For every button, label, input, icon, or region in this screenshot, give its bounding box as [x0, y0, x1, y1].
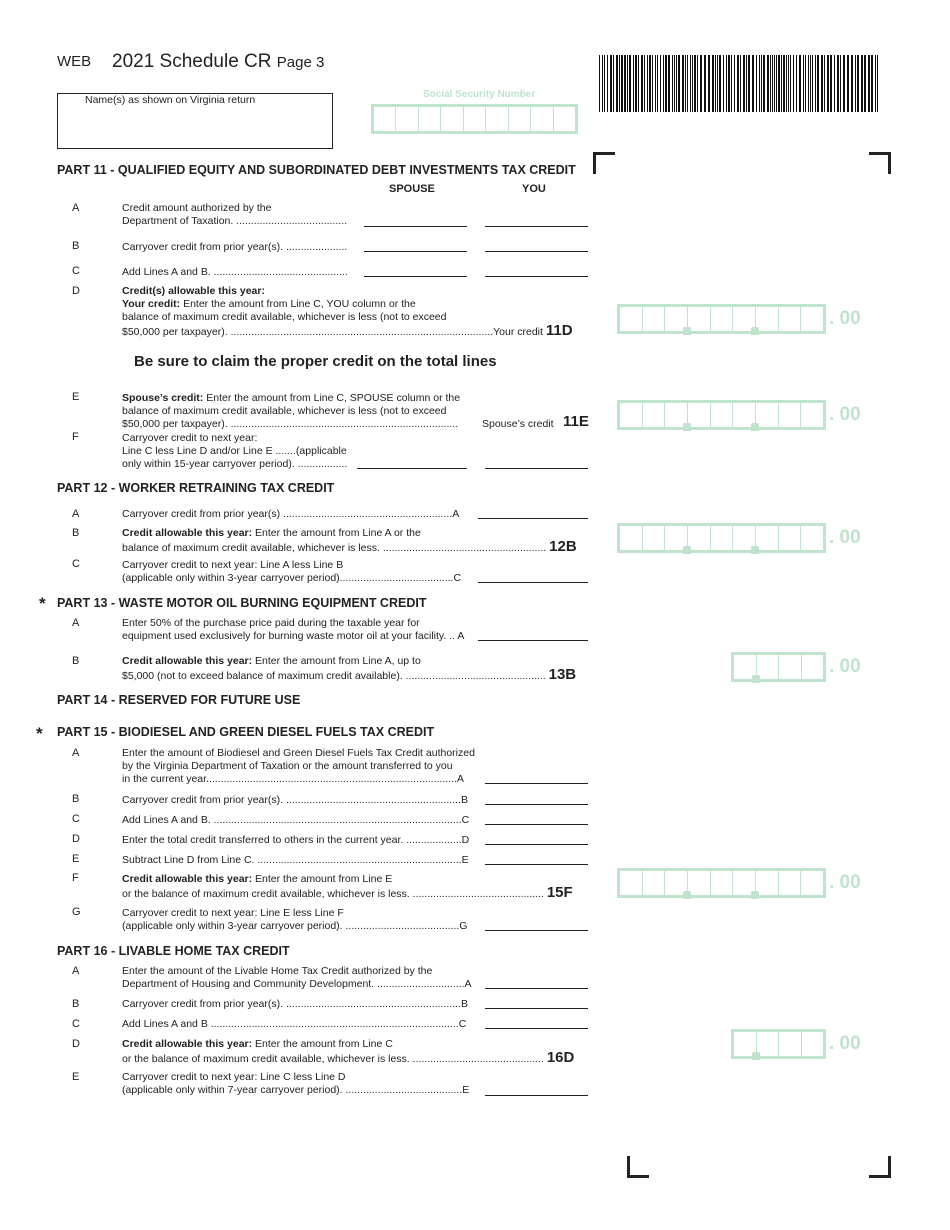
line-11b-you-field[interactable]	[485, 251, 588, 252]
line-15f-amount-box[interactable]	[617, 868, 826, 898]
form-id-web: WEB	[57, 53, 92, 70]
spouse-credit-label: Spouse’s credit	[482, 418, 554, 430]
line-12c-field[interactable]	[478, 582, 588, 583]
line-11d-text: Credit(s) allowable this year: Your credit: Enter the amount from Line C, YOU column or the balance of maximum credit available, whichever is less (not to exceed $50,000 per taxpayer). ..........................................................................................Your credit 11D	[122, 285, 573, 339]
line-11e-text: Spouse’s credit: Enter the amount from Line C, SPOUSE column or the balance of maximum credit available, whichever is less (not to exceed $50,000 per taxpayer). ..............................................................................	[122, 392, 461, 430]
line-16d-cents: . 00	[829, 1033, 861, 1054]
line-letter: A	[72, 965, 80, 977]
line-letter: F	[72, 872, 79, 884]
line-11c-spouse-field[interactable]	[364, 276, 467, 277]
line-letter: G	[72, 906, 81, 918]
line-15a-field[interactable]	[485, 783, 588, 784]
line-16d-number: 16D	[546, 1049, 575, 1066]
name-field[interactable]	[57, 93, 333, 149]
line-12b-number: 12B	[549, 538, 577, 555]
col-spouse: SPOUSE	[389, 183, 435, 195]
line-16e-text: Carryover credit to next year: Line C less Line D (applicable only within 7-year carryover period). ........................................E	[122, 1071, 470, 1096]
form-title-text: 2021 Schedule CR	[112, 51, 272, 72]
line-15g-field[interactable]	[485, 930, 588, 931]
line-11e-amount-box[interactable]	[617, 400, 826, 430]
line-letter: C	[72, 1018, 80, 1030]
line-13b-cents: . 00	[829, 656, 861, 677]
line-16d-text: Credit allowable this year: Enter the amount from Line C or the balance of maximum credit available, whichever is less. ............................................. 16D	[122, 1038, 575, 1066]
line-13b-amount-box[interactable]	[731, 652, 826, 682]
line-15d-text: Enter the total credit transferred to others in the current year. ...................D	[122, 834, 470, 846]
barcode-image	[599, 55, 881, 112]
line-letter: D	[72, 833, 80, 845]
line-11e-number: 11E	[563, 413, 589, 430]
part11-title: PART 11 - QUALIFIED EQUITY AND SUBORDINATED DEBT INVESTMENTS TAX CREDIT	[57, 163, 576, 177]
line-15f-cents: . 00	[829, 872, 861, 893]
line-15e-text: Subtract Line D from Line C. ......................................................................E	[122, 854, 469, 866]
total-lines-note: Be sure to claim the proper credit on the total lines	[134, 353, 497, 370]
line-letter: E	[72, 391, 80, 403]
line-letter: A	[72, 747, 80, 759]
line-12b-amount-box[interactable]	[617, 523, 826, 553]
line-letter: B	[72, 527, 80, 539]
line-16c-text: Add Lines A and B .....................................................................................C	[122, 1018, 467, 1030]
line-12a-text: Carryover credit from prior year(s) ..........................................................A	[122, 508, 460, 520]
line-15b-field[interactable]	[485, 804, 588, 805]
corner-mark	[627, 1156, 649, 1178]
line-15g-text: Carryover credit to next year: Line E less Line F (applicable only within 3-year carryover period). .......................................G	[122, 907, 468, 932]
line-letter: A	[72, 508, 80, 520]
part12-title: PART 12 - WORKER RETRAINING TAX CREDIT	[57, 481, 335, 495]
line-letter: A	[72, 617, 80, 629]
line-13b-text: Credit allowable this year: Enter the amount from Line A, up to $5,000 (not to exceed balance of maximum credit available). ................................................ 13B	[122, 655, 577, 683]
line-15d-field[interactable]	[485, 844, 588, 845]
line-letter: A	[72, 202, 80, 214]
line-letter: C	[72, 558, 80, 570]
part15-star: *	[36, 724, 43, 743]
line-11d-cents: . 00	[829, 308, 861, 329]
line-16e-field[interactable]	[485, 1095, 588, 1096]
line-15f-text: Credit allowable this year: Enter the amount from Line E or the balance of maximum credit available, whichever is less. ............................................. 15F	[122, 873, 573, 901]
line-11a-text: Credit amount authorized by the Department of Taxation. ......................................	[122, 202, 348, 227]
line-11f-spouse-field[interactable]	[357, 468, 467, 469]
line-letter: C	[72, 813, 80, 825]
form-title	[112, 51, 324, 73]
line-letter: C	[72, 265, 80, 277]
line-16d-amount-box[interactable]	[731, 1029, 826, 1059]
line-11a-you-field[interactable]	[485, 226, 588, 227]
line-11b-spouse-field[interactable]	[364, 251, 467, 252]
line-15c-field[interactable]	[485, 824, 588, 825]
line-12a-field[interactable]	[478, 518, 588, 519]
line-12c-text: Carryover credit to next year: Line A less Line B (applicable only within 3-year carryover period).......................................C	[122, 559, 462, 584]
line-letter: B	[72, 998, 80, 1010]
part13-star: *	[39, 594, 46, 613]
line-letter: B	[72, 793, 80, 805]
line-13a-text: Enter 50% of the purchase price paid during the taxable year for equipment used exclusively for burning waste motor oil at your facility. .. A	[122, 617, 465, 642]
line-16c-field[interactable]	[485, 1028, 588, 1029]
line-11c-text: Add Lines A and B. ..............................................	[122, 266, 348, 278]
line-letter: E	[72, 853, 80, 865]
line-letter: B	[72, 240, 80, 252]
line-15c-text: Add Lines A and B. .....................................................................................C	[122, 814, 470, 826]
line-12b-text: Credit allowable this year: Enter the amount from Line A or the balance of maximum credit available, whichever is less. ........................................................ 12B	[122, 527, 577, 555]
line-11d-number: 11D	[545, 322, 573, 339]
line-11b-text: Carryover credit from prior year(s). .....................	[122, 241, 348, 253]
line-letter: B	[72, 655, 80, 667]
line-11c-you-field[interactable]	[485, 276, 588, 277]
ssn-input[interactable]	[371, 104, 578, 134]
line-15f-number: 15F	[546, 884, 573, 901]
part15-title: PART 15 - BIODIESEL AND GREEN DIESEL FUELS TAX CREDIT	[57, 725, 435, 739]
corner-mark	[869, 152, 891, 174]
line-15e-field[interactable]	[485, 864, 588, 865]
ssn-label: Social Security Number	[423, 89, 536, 100]
line-letter: E	[72, 1071, 80, 1083]
line-11d-amount-box[interactable]	[617, 304, 826, 334]
line-13a-field[interactable]	[478, 640, 588, 641]
line-11f-text: Carryover credit to next year: Line C less Line D and/or Line E .......(applicable only within 15-year carryover period). .................	[122, 432, 348, 470]
line-11a-spouse-field[interactable]	[364, 226, 467, 227]
page-number: Page 3	[276, 54, 325, 71]
col-you: YOU	[522, 183, 546, 195]
line-12b-cents: . 00	[829, 527, 861, 548]
part14-title: PART 14 - RESERVED FOR FUTURE USE	[57, 693, 301, 707]
line-16b-text: Carryover credit from prior year(s). ............................................................B	[122, 998, 468, 1010]
line-letter: F	[72, 431, 79, 443]
line-13b-number: 13B	[548, 666, 577, 683]
corner-mark	[593, 152, 615, 174]
line-15b-text: Carryover credit from prior year(s). ............................................................B	[122, 794, 468, 806]
part16-title: PART 16 - LIVABLE HOME TAX CREDIT	[57, 944, 290, 958]
line-letter: D	[72, 1038, 80, 1050]
line-16a-field[interactable]	[485, 988, 588, 989]
name-field-label: Name(s) as shown on Virginia return	[85, 94, 256, 106]
line-16b-field[interactable]	[485, 1008, 588, 1009]
corner-mark	[869, 1156, 891, 1178]
line-16a-text: Enter the amount of the Livable Home Tax Credit authorized by the Department of Housing and Community Development. ..............................A	[122, 965, 472, 990]
part13-title: PART 13 - WASTE MOTOR OIL BURNING EQUIPMENT CREDIT	[57, 596, 427, 610]
line-15a-text: Enter the amount of Biodiesel and Green Diesel Fuels Tax Credit authorized by the Virginia Department of Taxation or the amount transferred to you in the current year......................................................................................A	[122, 747, 475, 785]
line-11e-cents: . 00	[829, 404, 861, 425]
line-letter: D	[72, 285, 80, 297]
line-11f-you-field[interactable]	[485, 468, 588, 469]
